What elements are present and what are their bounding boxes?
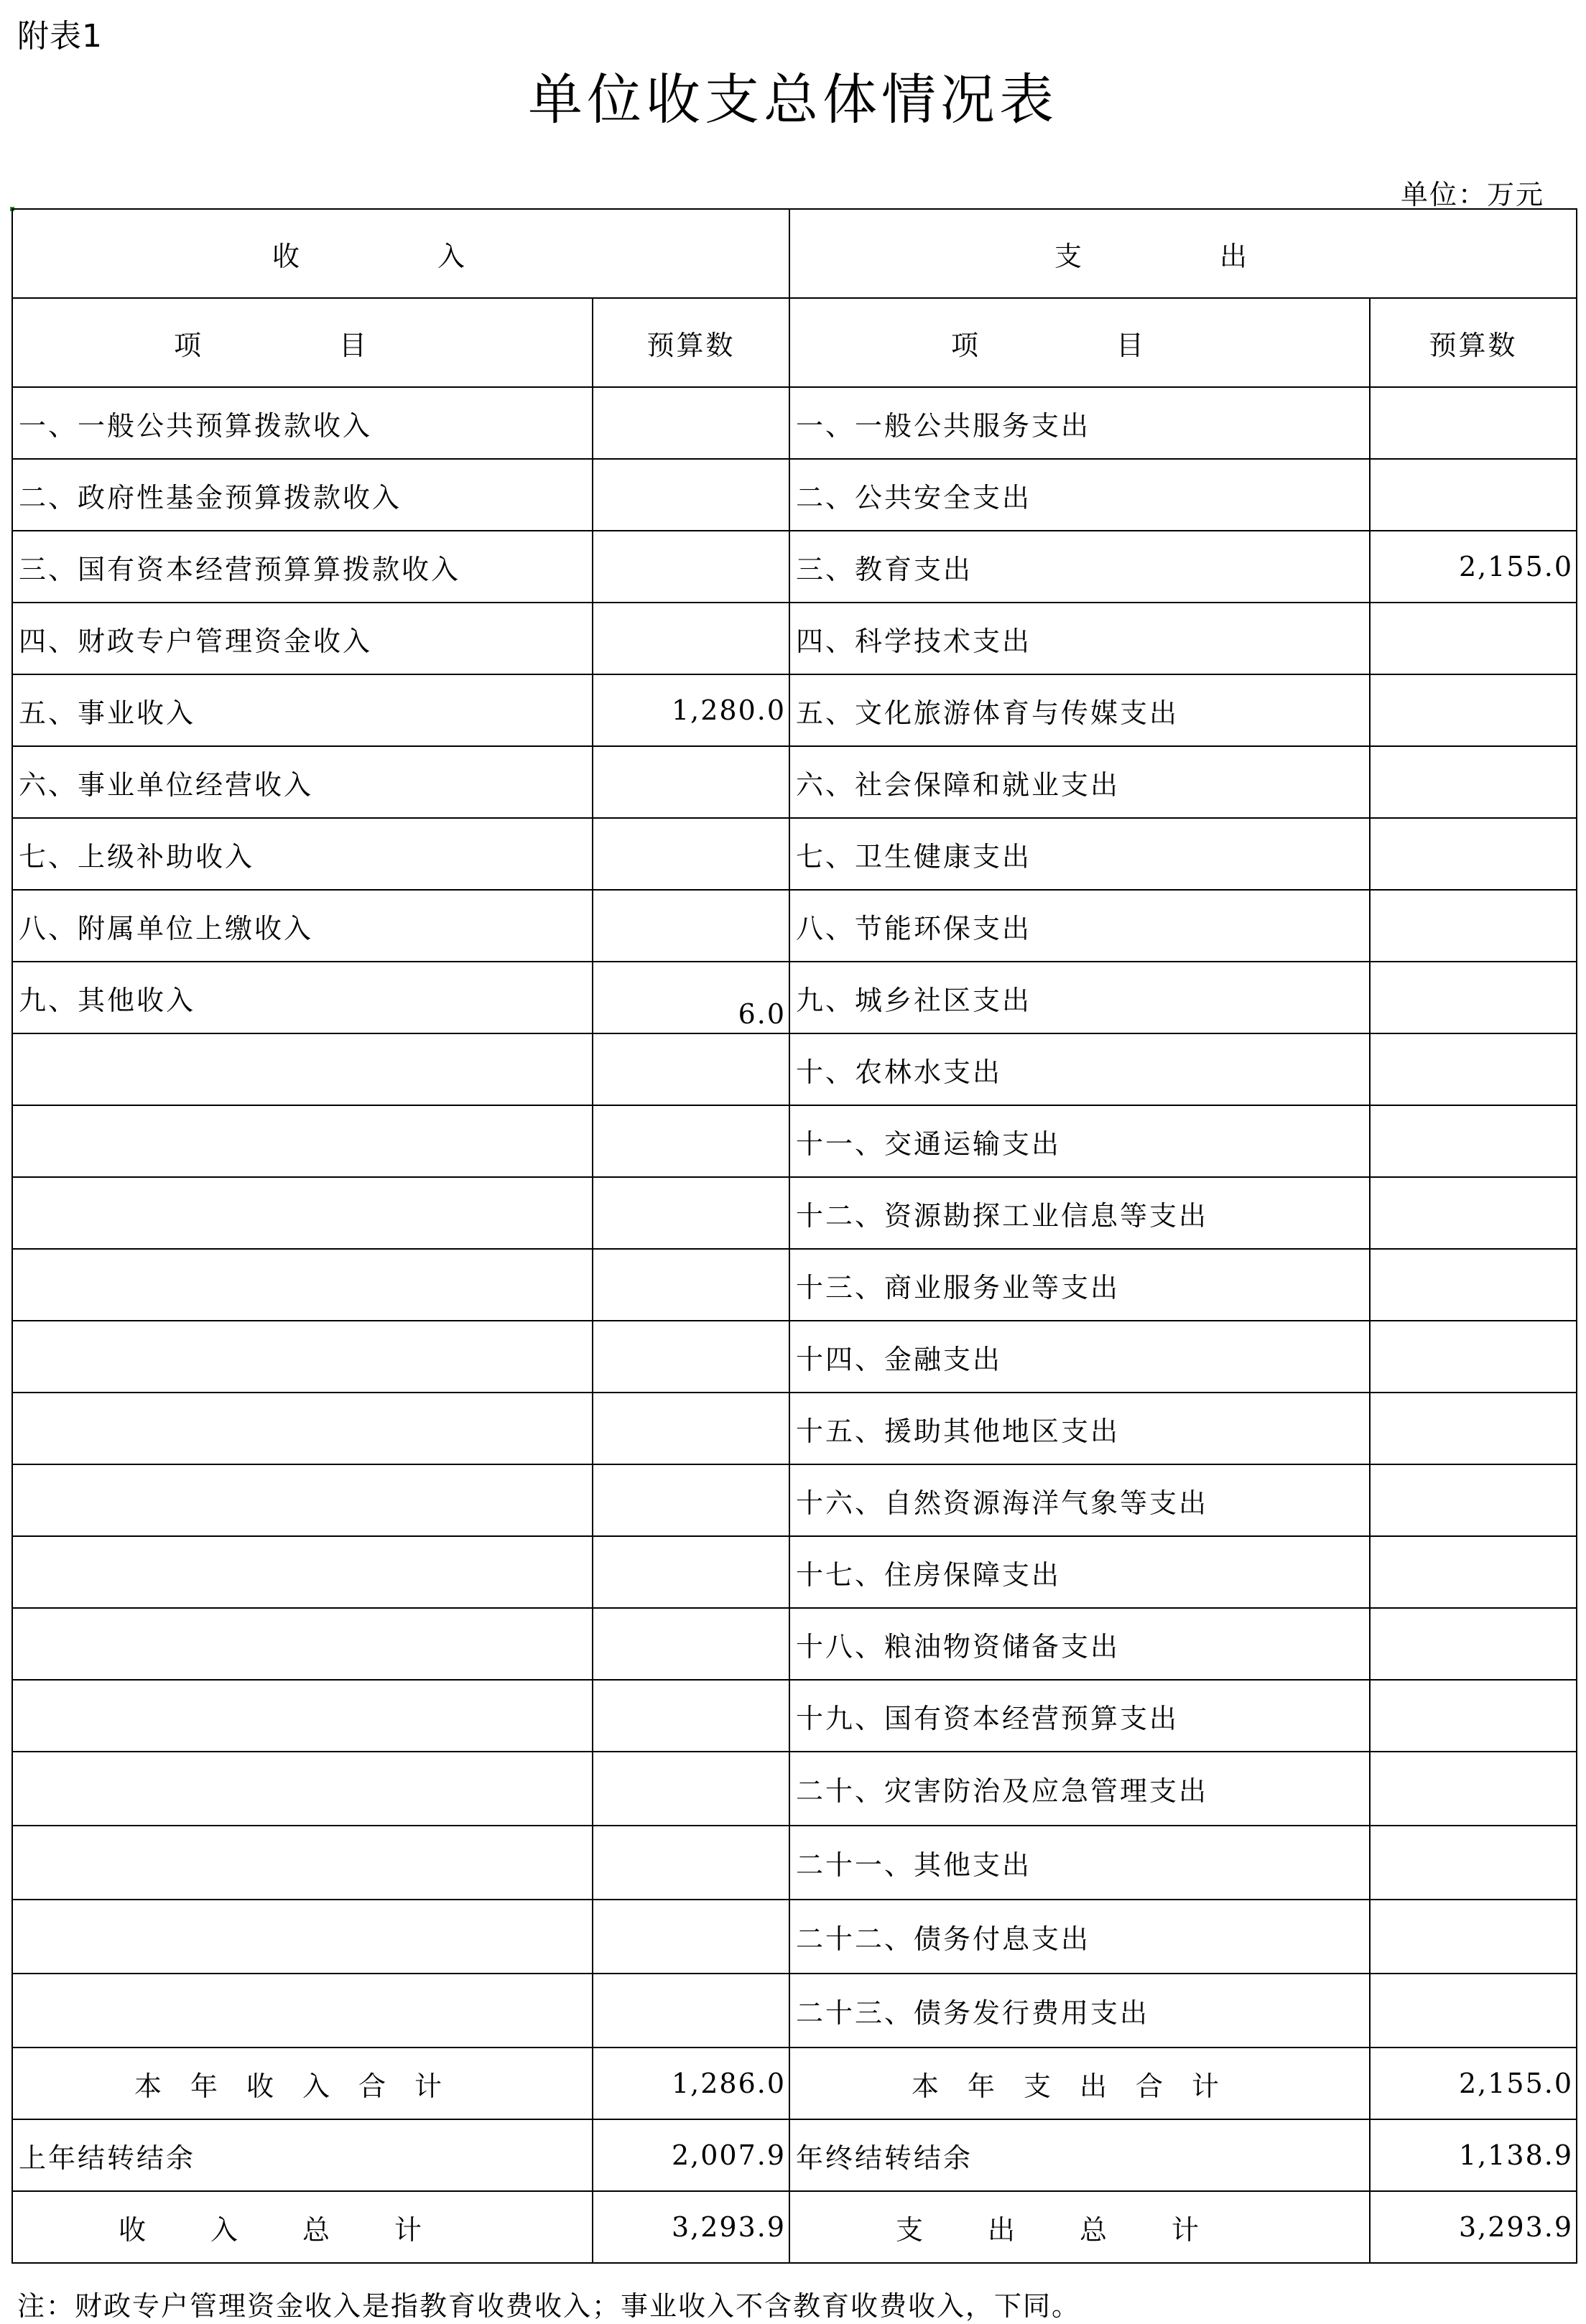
income-budget-cell <box>593 531 789 603</box>
expense-budget-cell <box>1370 746 1577 818</box>
income-budget-cell <box>593 1393 789 1464</box>
table-row <box>12 1393 1577 1464</box>
expense-item-cell: 七、卫生健康支出 <box>789 818 1370 890</box>
income-item-cell <box>12 1752 593 1826</box>
page-title: 单位收支总体情况表 <box>528 68 1058 131</box>
income-budget-cell <box>593 1177 789 1249</box>
income-budget-header: 预算数 <box>593 298 789 387</box>
expense-item-cell: 十五、援助其他地区支出 <box>789 1393 1370 1464</box>
expense-section-header: 支 出 <box>789 209 1577 298</box>
income-item-cell: 四、财政专户管理资金收入 <box>12 603 593 674</box>
table-row <box>12 746 1577 818</box>
expense-item-cell: 六、社会保障和就业支出 <box>789 746 1370 818</box>
expense-year-total-value: 2,155.0 <box>1370 2048 1577 2119</box>
income-item-header: 项 目 <box>12 298 593 387</box>
income-budget-cell <box>593 1608 789 1680</box>
table-row <box>12 818 1577 890</box>
income-budget-cell <box>593 1249 789 1321</box>
table-row <box>12 1826 1577 1900</box>
expense-item-cell: 二十、灾害防治及应急管理支出 <box>789 1752 1370 1826</box>
income-section-header: 收 入 <box>12 209 789 298</box>
expense-budget-cell <box>1370 1105 1577 1177</box>
expense-budget-cell <box>1370 1536 1577 1608</box>
carryover-row <box>12 2119 1577 2191</box>
income-item-cell <box>12 1680 593 1752</box>
income-year-total-label: 本年收入合计 <box>12 2048 593 2119</box>
expense-budget-cell <box>1370 818 1577 890</box>
income-item-cell <box>12 1608 593 1680</box>
prior-carryover-value: 2,007.9 <box>593 2119 789 2191</box>
expense-item-cell: 十八、粮油物资储备支出 <box>789 1608 1370 1680</box>
expense-budget-cell <box>1370 1608 1577 1680</box>
income-budget-cell <box>593 1464 789 1536</box>
table-row <box>12 1464 1577 1536</box>
expense-item-cell: 二十三、债务发行费用支出 <box>789 1974 1370 2048</box>
income-item-cell <box>12 1033 593 1105</box>
table-row <box>12 1752 1577 1826</box>
expense-item-cell: 十七、住房保障支出 <box>789 1536 1370 1608</box>
expense-budget-cell <box>1370 1752 1577 1826</box>
expense-budget-cell <box>1370 1974 1577 2048</box>
income-budget-cell <box>593 1321 789 1393</box>
income-item-cell <box>12 1464 593 1536</box>
income-item-cell: 九、其他收入 <box>12 962 593 1033</box>
expense-item-cell: 十一、交通运输支出 <box>789 1105 1370 1177</box>
expense-year-total-label: 本年支出合计 <box>789 2048 1370 2119</box>
column-header-row <box>12 298 1577 387</box>
income-item-cell <box>12 1536 593 1608</box>
section-header-row <box>12 209 1577 298</box>
grand-total-row <box>12 2191 1577 2263</box>
table-row <box>12 1177 1577 1249</box>
income-item-cell: 五、事业收入 <box>12 674 593 746</box>
expense-item-cell: 一、一般公共服务支出 <box>789 387 1370 459</box>
expense-budget-cell <box>1370 1177 1577 1249</box>
year-total-row <box>12 2048 1577 2119</box>
expense-item-cell: 十六、自然资源海洋气象等支出 <box>789 1464 1370 1536</box>
expense-item-cell: 二、公共安全支出 <box>789 459 1370 531</box>
year-end-carryover-label: 年终结转结余 <box>789 2119 1370 2191</box>
expense-item-cell: 十九、国有资本经营预算支出 <box>789 1680 1370 1752</box>
expense-budget-cell <box>1370 1033 1577 1105</box>
income-budget-cell <box>593 1536 789 1608</box>
income-budget-cell <box>593 1974 789 2048</box>
expense-item-cell: 十四、金融支出 <box>789 1321 1370 1393</box>
expense-budget-cell <box>1370 1464 1577 1536</box>
prior-carryover-label: 上年结转结余 <box>12 2119 593 2191</box>
unit-label: 单位：万元 <box>1400 179 1544 210</box>
expense-budget-cell <box>1370 1249 1577 1321</box>
income-grand-total-value: 3,293.9 <box>593 2191 789 2263</box>
income-budget-cell <box>593 387 789 459</box>
expense-item-cell: 二十二、债务付息支出 <box>789 1900 1370 1974</box>
footnote: 注：财政专户管理资金收入是指教育收费收入；事业收入不含教育收费收入，下同。 <box>17 2290 1081 2322</box>
expense-grand-total-label: 支出总计 <box>789 2191 1370 2263</box>
expense-item-cell: 十三、商业服务业等支出 <box>789 1249 1370 1321</box>
table-row <box>12 674 1577 746</box>
expense-budget-cell <box>1370 1321 1577 1393</box>
expense-item-cell: 四、科学技术支出 <box>789 603 1370 674</box>
income-item-cell <box>12 1321 593 1393</box>
expense-item-cell: 五、文化旅游体育与传媒支出 <box>789 674 1370 746</box>
expense-item-cell: 八、节能环保支出 <box>789 890 1370 962</box>
income-item-cell <box>12 1393 593 1464</box>
income-budget-cell <box>593 1033 789 1105</box>
income-budget-cell <box>593 818 789 890</box>
income-item-cell: 六、事业单位经营收入 <box>12 746 593 818</box>
expense-item-cell: 三、教育支出 <box>789 531 1370 603</box>
expense-budget-cell: 2,155.0 <box>1370 531 1577 603</box>
income-budget-cell <box>593 890 789 962</box>
income-item-cell <box>12 1177 593 1249</box>
expense-item-cell: 十二、资源勘探工业信息等支出 <box>789 1177 1370 1249</box>
income-expense-table <box>11 208 1577 2264</box>
expense-budget-cell <box>1370 1680 1577 1752</box>
income-budget-cell <box>593 1826 789 1900</box>
income-budget-cell <box>593 1900 789 1974</box>
expense-budget-cell <box>1370 1393 1577 1464</box>
expense-item-cell: 九、城乡社区支出 <box>789 962 1370 1033</box>
income-item-cell <box>12 1105 593 1177</box>
expense-budget-cell <box>1370 674 1577 746</box>
income-year-total-value: 1,286.0 <box>593 2048 789 2119</box>
table-row <box>12 1536 1577 1608</box>
table-row <box>12 459 1577 531</box>
year-end-carryover-value: 1,138.9 <box>1370 2119 1577 2191</box>
table-row <box>12 890 1577 962</box>
table-row <box>12 1608 1577 1680</box>
income-item-cell: 二、政府性基金预算拨款收入 <box>12 459 593 531</box>
income-item-cell: 三、国有资本经营预算算拨款收入 <box>12 531 593 603</box>
expense-item-cell: 十、农林水支出 <box>789 1033 1370 1105</box>
table-row <box>12 962 1577 1033</box>
table-row <box>12 1974 1577 2048</box>
table-row <box>12 1900 1577 1974</box>
income-budget-cell <box>593 1680 789 1752</box>
attachment-label: 附表1 <box>17 18 103 55</box>
income-item-cell: 一、一般公共预算拨款收入 <box>12 387 593 459</box>
expense-budget-cell <box>1370 603 1577 674</box>
income-item-cell <box>12 1826 593 1900</box>
income-item-cell <box>12 1249 593 1321</box>
expense-budget-cell <box>1370 459 1577 531</box>
expense-budget-cell <box>1370 962 1577 1033</box>
table-row <box>12 603 1577 674</box>
expense-budget-cell <box>1370 1900 1577 1974</box>
table-row <box>12 1680 1577 1752</box>
table-row <box>12 387 1577 459</box>
expense-item-header: 项 目 <box>789 298 1370 387</box>
income-item-cell: 七、上级补助收入 <box>12 818 593 890</box>
income-item-cell <box>12 1900 593 1974</box>
table-row <box>12 1105 1577 1177</box>
income-grand-total-label: 收入总计 <box>12 2191 593 2263</box>
income-budget-cell <box>593 1752 789 1826</box>
expense-budget-cell <box>1370 890 1577 962</box>
income-budget-cell <box>593 603 789 674</box>
expense-budget-cell <box>1370 1826 1577 1900</box>
income-budget-cell <box>593 1105 789 1177</box>
table-row <box>12 531 1577 603</box>
table-row <box>12 1249 1577 1321</box>
income-item-cell <box>12 1974 593 2048</box>
income-budget-cell: 1,280.0 <box>593 674 789 746</box>
expense-grand-total-value: 3,293.9 <box>1370 2191 1577 2263</box>
expense-item-cell: 二十一、其他支出 <box>789 1826 1370 1900</box>
income-item-cell: 八、附属单位上缴收入 <box>12 890 593 962</box>
expense-budget-header: 预算数 <box>1370 298 1577 387</box>
income-budget-cell: 6.0 <box>593 962 789 1033</box>
table-row <box>12 1321 1577 1393</box>
income-budget-cell <box>593 746 789 818</box>
table-row <box>12 1033 1577 1105</box>
income-budget-cell <box>593 459 789 531</box>
expense-budget-cell <box>1370 387 1577 459</box>
